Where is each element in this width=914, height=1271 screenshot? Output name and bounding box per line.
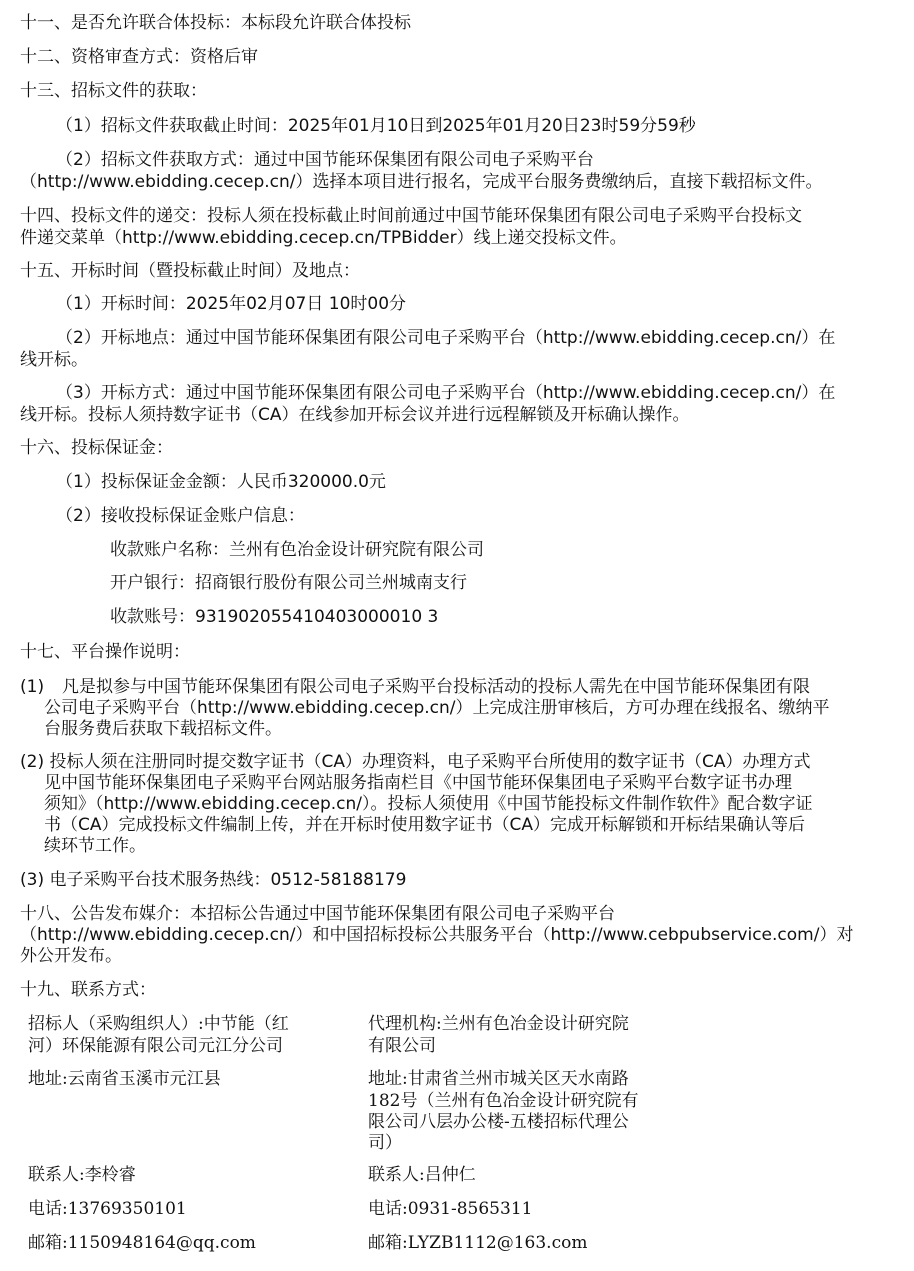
section-16-item-2: （2）接收投标保证金账户信息： <box>56 506 305 526</box>
section-14-line-1: 十四、投标文件的递交：投标人须在投标截止时间前通过中国节能环保集团有限公司电子采购平台投标文 <box>20 206 802 226</box>
agency-email: 邮箱:LYZB1112@163.com <box>368 1233 588 1253</box>
section-12-qualification: 十二、资格审查方式：资格后审 <box>20 47 258 67</box>
section-16-item-1: （1）投标保证金金额：人民币320000.0元 <box>56 472 386 492</box>
tenderer-contact-person: 联系人:李柃睿 <box>28 1165 136 1185</box>
section-17-title: 十七、平台操作说明： <box>20 642 190 662</box>
section-15-item-2-line-1: （2）开标地点：通过中国节能环保集团有限公司电子采购平台（http://www.ebidding.cecep.cn/）在 <box>56 328 836 348</box>
agency-org-line-1: 代理机构:兰州有色冶金设计研究院 <box>368 1014 629 1034</box>
agency-address-line-4: 司） <box>368 1133 402 1153</box>
section-13-item-2-line-2: （http://www.ebidding.cecep.cn/）选择本项目进行报名，完成平台服务费缴纳后，直接下载招标文件。 <box>20 172 823 192</box>
section-17-item-1-line-3: 台服务费后获取下载招标文件。 <box>44 719 282 739</box>
section-17-item-3: (3) 电子采购平台技术服务热线：0512-58188179 <box>20 870 407 890</box>
section-13-title: 十三、招标文件的获取： <box>20 81 207 101</box>
section-18-line-3: 外公开发布。 <box>20 946 122 966</box>
tenderer-phone: 电话:13769350101 <box>28 1199 187 1219</box>
section-18-line-2: （http://www.ebidding.cecep.cn/）和中国招标投标公共服务平台（http://www.cebpubservice.com/）对 <box>20 925 854 945</box>
section-18-line-1: 十八、公告发布媒介：本招标公告通过中国节能环保集团有限公司电子采购平台 <box>20 904 615 924</box>
section-17-item-2-line-5: 续环节工作。 <box>44 836 146 856</box>
tenderer-email: 邮箱:1150948164@qq.com <box>28 1233 256 1253</box>
section-15-item-3-line-2: 线开标。投标人须持数字证书（CA）在线参加开标会议并进行远程解锁及开标确认操作。 <box>20 405 690 425</box>
bank-name: 开户银行：招商银行股份有限公司兰州城南支行 <box>110 573 467 593</box>
tenderer-org-line-1: 招标人（采购组织人）:中节能（红 <box>28 1014 289 1034</box>
agency-address-line-2: 182号（兰州有色冶金设计研究院有 <box>368 1091 639 1111</box>
section-17-item-2-line-2: 见中国节能环保集团电子采购平台网站服务指南栏目《中国节能环保集团电子采购平台数字证书办理 <box>44 773 792 793</box>
section-17-item-1-number: (1) <box>20 677 45 697</box>
section-15-title: 十五、开标时间（暨投标截止时间）及地点： <box>20 261 360 281</box>
section-13-item-1: （1）招标文件获取截止时间：2025年01月10日到2025年01月20日23时59分59秒 <box>56 116 696 136</box>
section-17-item-2-line-1: (2) 投标人须在注册同时提交数字证书（CA）办理资料，电子采购平台所使用的数字证书（CA）办理方式 <box>20 752 811 772</box>
agency-address-line-3: 限公司八层办公楼-五楼招标代理公 <box>368 1112 629 1132</box>
section-17-item-2-line-3: 须知》（http://www.ebidding.cecep.cn/）。投标人须使用《中国节能投标文件制作软件》配合数字证 <box>44 794 813 814</box>
tenderer-address: 地址:云南省玉溪市元江县 <box>28 1069 221 1089</box>
section-17-item-1-line-2: 公司电子采购平台（http://www.ebidding.cecep.cn/）上完成注册审核后，方可办理在线报名、缴纳平 <box>44 698 830 718</box>
agency-address-line-1: 地址:甘肃省兰州市城关区天水南路 <box>368 1069 629 1089</box>
agency-contact-person: 联系人:吕仲仁 <box>368 1165 476 1185</box>
section-15-item-2-line-2: 线开标。 <box>20 350 88 370</box>
agency-org-line-2: 有限公司 <box>368 1036 436 1056</box>
agency-phone: 电话:0931-8565311 <box>368 1199 533 1219</box>
tenderer-org-line-2: 河）环保能源有限公司元江分公司 <box>28 1036 283 1056</box>
section-17-item-1-line-1: 凡是拟参与中国节能环保集团有限公司电子采购平台投标活动的投标人需先在中国节能环保集团有限 <box>62 677 810 697</box>
section-15-item-3-line-1: （3）开标方式：通过中国节能环保集团有限公司电子采购平台（http://www.ebidding.cecep.cn/）在 <box>56 383 836 403</box>
section-14-line-2: 件递交菜单（http://www.ebidding.cecep.cn/TPBidder）线上递交投标文件。 <box>20 228 627 248</box>
section-19-title: 十九、联系方式： <box>20 980 156 1000</box>
section-11-joint-bid: 十一、是否允许联合体投标：本标段允许联合体投标 <box>20 13 411 33</box>
section-13-item-2-line-1: （2）招标文件获取方式：通过中国节能环保集团有限公司电子采购平台 <box>56 150 594 170</box>
section-16-title: 十六、投标保证金： <box>20 438 173 458</box>
account-number: 收款账号：931902055410403000010 3 <box>110 607 439 627</box>
section-15-item-1: （1）开标时间：2025年02月07日 10时00分 <box>56 294 407 314</box>
account-name: 收款账户名称：兰州有色冶金设计研究院有限公司 <box>110 540 484 560</box>
section-17-item-2-line-4: 书（CA）完成投标文件编制上传，并在开标时使用数字证书（CA）完成开标解锁和开标结果确认等后 <box>44 815 805 835</box>
